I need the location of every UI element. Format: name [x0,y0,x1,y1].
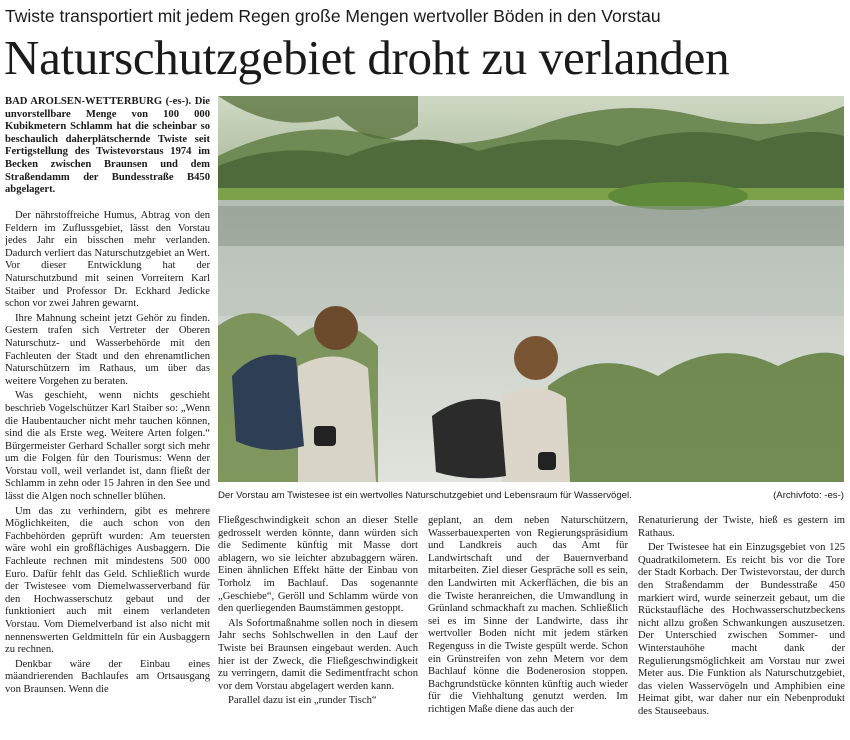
kicker-line: Twiste transportiert mit jedem Regen große Mengen wertvoller Böden in den Vorstau [5,6,661,26]
article-photo [218,96,844,482]
paragraph: Fließgeschwindigkeit schon an dieser Stelle gedrosselt werden könnte, dann würden sich die Sedimente künftig mit Masse dort ablagern, wo sie leichter abzubaggern wären. Einen ähnlichen Effekt hätte der Einbau von Torholz im Bachlauf. Das sogenannte „Geschiebe“, Geröll und Schlamm würde von den querliegenden Baumstämmen gestoppt. [218,515,418,615]
paragraph: Denkbar wäre der Einbau eines mäandrierenden Bachlaufes am Ortsausgang von Braunsen. Wenn die [5,658,210,695]
headline: Naturschutzgebiet droht zu verlanden [4,30,730,85]
paragraph: Der nährstoffreiche Humus, Abtrag von den Feldern im Zuflussgebiet, lässt den Vorstau jedes Jahr ein bisschen mehr verlanden. Dadurch verliert das Naturschutzgebiet an Wert. Vor dieser Entwicklung hat der Naturschutzbund mit seinen Vorreitern Karl Staiber und Professor Dr. Eckhard Jedicke schon vor zwei Jahren gewarnt. [5,210,210,310]
photo-caption [218,489,844,502]
lead-paragraph: BAD AROLSEN-WETTERBURG (-es-). Die unvorstellbare Menge von 100 000 Kubikmetern Schlamm hat die scheinbar so beschaulich daherplätschernde Twiste seit Fertigstellung des Twistevorstaus 1974 im Becken zwischen Braunsen und dem Straßendamm der Bundesstraße B450 abgelagert. [5,96,210,196]
paragraph: geplant, an dem neben Naturschützern, Wasserbauexperten von Regierungspräsidium und Landkreis auch das Amt für Landwirtschaft und der Bauernverband mitarbeiten. Ziel dieser Gespräche soll es sein, den Landwirten mit Ackerflächen, die bis an die Twiste heranreichen, die Umwandlung in Grünland schmackhaft zu machen. Schließlich sei es im Sinne der Landwirte, dass ihr wertvoller Boden nicht mit jedem stärken Regenguss in die Twiste gespült werde. Schon ein Grünstreifen von zehn Metern vor dem Bachlauf könne die Bodenerosion stoppen. Bachgrundstücke könnten künftig auch wieder für die Viehhaltung genutzt werden. Im richtigen Maße diene das auch der [428,515,628,715]
paragraph: Um das zu verhindern, gibt es mehrere Möglichkeiten, die auch schon von den Fachbehörden geprüft wurden: Am teuersten wäre wohl ein großflächiges Ausbaggern. Die Fachleute rechnen mit mindestens 500 000 Euro. Dafür fehlt das Geld. Schließlich wurde der Twistesee vom Diemelwasserverband für den Hochwasserschutz gebaut und der funktioniert auch mit einem verlandeten Vorstau. Vom Diemelverband ist also nicht mit nennenswerten Geldmitteln für ein Ausbaggern zu rechnen. [5,505,210,656]
paragraph: Als Sofortmaßnahme sollen noch in diesem Jahr sechs Sohlschwellen in den Lauf der Twiste bei Braunsen eingebaut werden. Auch hier ist der Zweck, die Fließgeschwindigkeit zu verringern, damit die Sedimentfracht schon vor dem Vorstau abgelagert werden kann. [218,617,418,692]
body-column-4 [638,515,845,740]
paragraph: Ihre Mahnung scheint jetzt Gehör zu finden. Gestern trafen sich Vertreter der Oberen Naturschutz- und Wasserbehörde mit den Fachleuten der Stadt und den ehrenamtlichen Naturschützern im Rathaus, um über das weitere Vorgehen zu beraten. [5,312,210,387]
paragraph: Renaturierung der Twiste, hieß es gestern im Rathaus. [638,515,845,539]
paragraph: Was geschieht, wenn nichts geschieht beschrieb Vogelschützer Karl Staiber so: „Wenn die Haubentaucher nicht mehr tauchen können, sind die als Erste weg. Weitere Arten folgen.“ Bürgermeister Gerhard Schaller sorgt sich mehr um die Folgen für den Tourismus: Wenn der Vorstau voll, weil verlandet ist, dann fließt der Schlamm in zehn oder 15 Jahren in den See und lässt die Algen noch schneller blühen. [5,390,210,503]
body-column-1 [5,210,210,740]
body-column-3 [428,515,628,740]
photo-credit: (Archivfoto: -es-) [773,490,844,501]
body-column-2 [218,515,418,740]
paragraph: Der Twistesee hat ein Einzugsgebiet von 125 Quadratkilometern. Es reicht bis vor die Tore der Stadt Korbach. Der Twistevorstau, der durch den Straßendamm der Bundesstraße 450 markiert wird, wurde seinerzeit gebaut, um die Rückstaufläche des Hochwasserschutzbeckens nicht allzu großen Schwankungen auszusetzen. Der Unterschied zwischen Sommer- und Winterstauhöhe macht dank der Regulierungsmöglichkeit am Vorstau nur zwei Meter aus. Die Funktion als Naturschutzgebiet, das vielen Wasservögeln und Amphibien eine Heimat gibt, war daher nur ein Nebenprodukt des Stauseebaus. [638,542,845,717]
paragraph: Parallel dazu ist ein „runder Tisch“ [228,695,377,707]
photo-illustration [218,96,844,482]
caption-text: Der Vorstau am Twistesee ist ein wertvolles Naturschutzgebiet und Lebensraum für Wasservögel. [218,490,632,501]
